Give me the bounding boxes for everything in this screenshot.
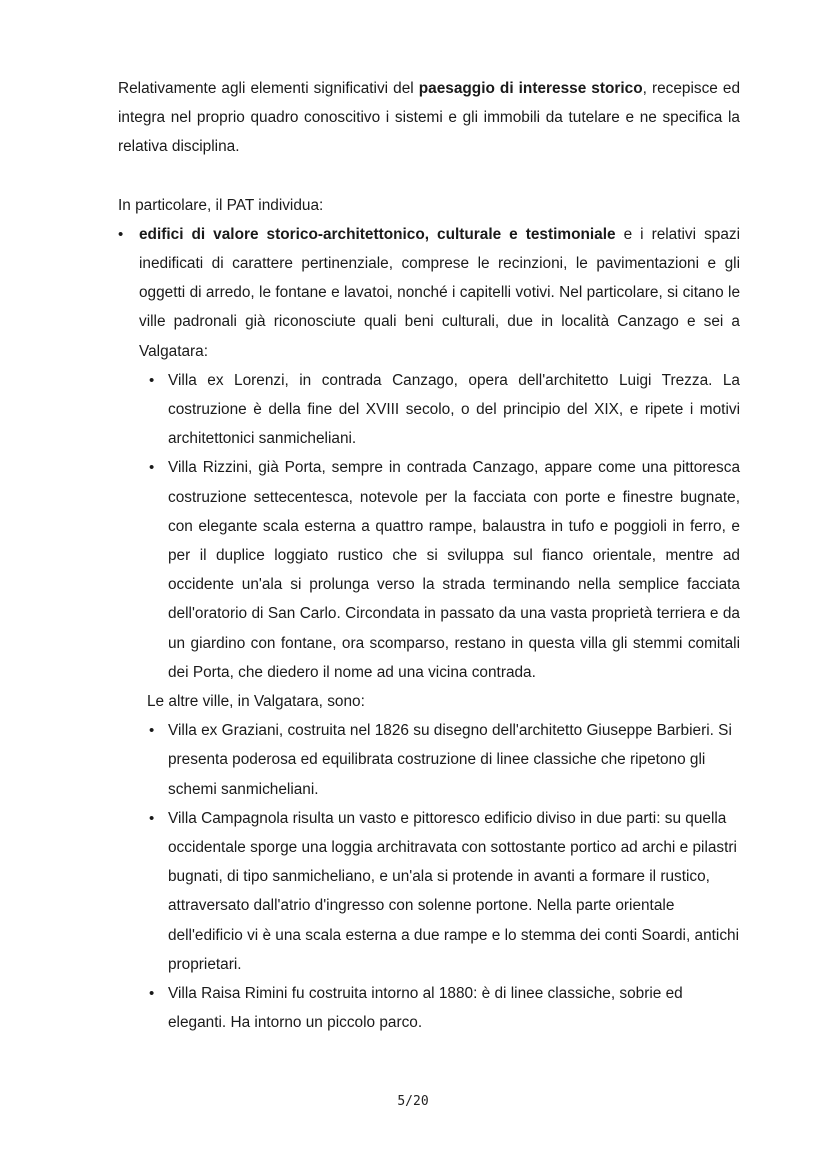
- item-bold-term: edifici di valore storico-architettonico, culturale e testimoniale: [139, 225, 616, 243]
- paragraph-gap: [118, 162, 740, 191]
- valgatara-intro: Le altre ville, in Valgatara, sono:: [147, 693, 365, 711]
- intro-bold-term: paesaggio di interesse storico: [418, 80, 643, 97]
- valgatara-villas-list: [118, 716, 740, 1037]
- lead-paragraph: In particolare, il PAT individua:: [118, 196, 324, 214]
- list-item: • Villa Raisa Rimini fu costruita intorno al 1880: è di linee classiche, sobrie ed eleganti. Ha intorno un piccolo parco.: [118, 979, 740, 1037]
- intro-text-start: Relativamente agli elementi significativi del: [118, 80, 419, 97]
- list-item: • Villa Campagnola risulta un vasto e pittoresco edificio diviso in due parti: su quella occidentale sporge una loggia architravata con sottostante portico ad archi e pilastri bugnati, di tipo sanmicheliano, e un'ala si protende in avanti a formare il rustico, attraversato dall'atrio d'ingresso con solenne portone. Nella parte orientale dell'edificio vi è una scala esterna a due rampe e lo stemma dei conti Soardi, antichi proprietari.: [118, 804, 740, 979]
- main-list: [118, 220, 740, 366]
- intro-paragraph: [118, 74, 740, 162]
- item-text: e i relativi spazi inedificati di carattere pertinenziale, comprese le recinzioni, le pavimentazioni e gli oggetti di arredo, le fontane e lavatoi, nonché i capitelli votivi. Nel particolare, si citano le ville padronali già riconosciute quali beni culturali, due in località Canzago e sei a Valgatara:: [139, 225, 740, 360]
- list-item-buildings: [118, 220, 740, 366]
- list-item: • Villa ex Graziani, costruita nel 1826 su disegno dell'architetto Giuseppe Barbieri. Si presenta poderosa ed equilibrata costruzione di linee classiche che ripetono gli schemi sanmicheliani.: [118, 716, 740, 804]
- list-item: • Villa ex Lorenzi, in contrada Canzago, opera dell'architetto Luigi Trezza. La costruzione è della fine del XVIII secolo, o del principio del XIX, e ripete i motivi architettonici sanmicheliani.: [118, 366, 740, 454]
- document-body: [118, 74, 740, 1038]
- canzago-villas-list: [118, 366, 740, 687]
- page-number: 5/20: [397, 1094, 429, 1109]
- intro-text-end: , recepisce ed integra nel proprio quadro conoscitivo i sistemi e gli immobili da tutelare e ne specifica la relativa disciplina.: [118, 80, 741, 156]
- list-item: • Villa Rizzini, già Porta, sempre in contrada Canzago, appare come una pittoresca costruzione settecentesca, notevole per la facciata con porte e finestre bugnate, con elegante scala esterna a quattro rampe, balaustra in tufo e poggioli in ferro, e per il duplice loggiato rustico che si sviluppa sul fianco orientale, mentre ad occidente un'ala si prolunga verso la strada terminando nella semplice facciata dell'oratorio di San Carlo. Circondata in passato da una vasta proprietà terriera e da un giardino con fontane, ora scomparso, restano in questa villa gli stemmi comitali dei Porta, che diedero il nome ad una vicina contrada.: [118, 453, 740, 687]
